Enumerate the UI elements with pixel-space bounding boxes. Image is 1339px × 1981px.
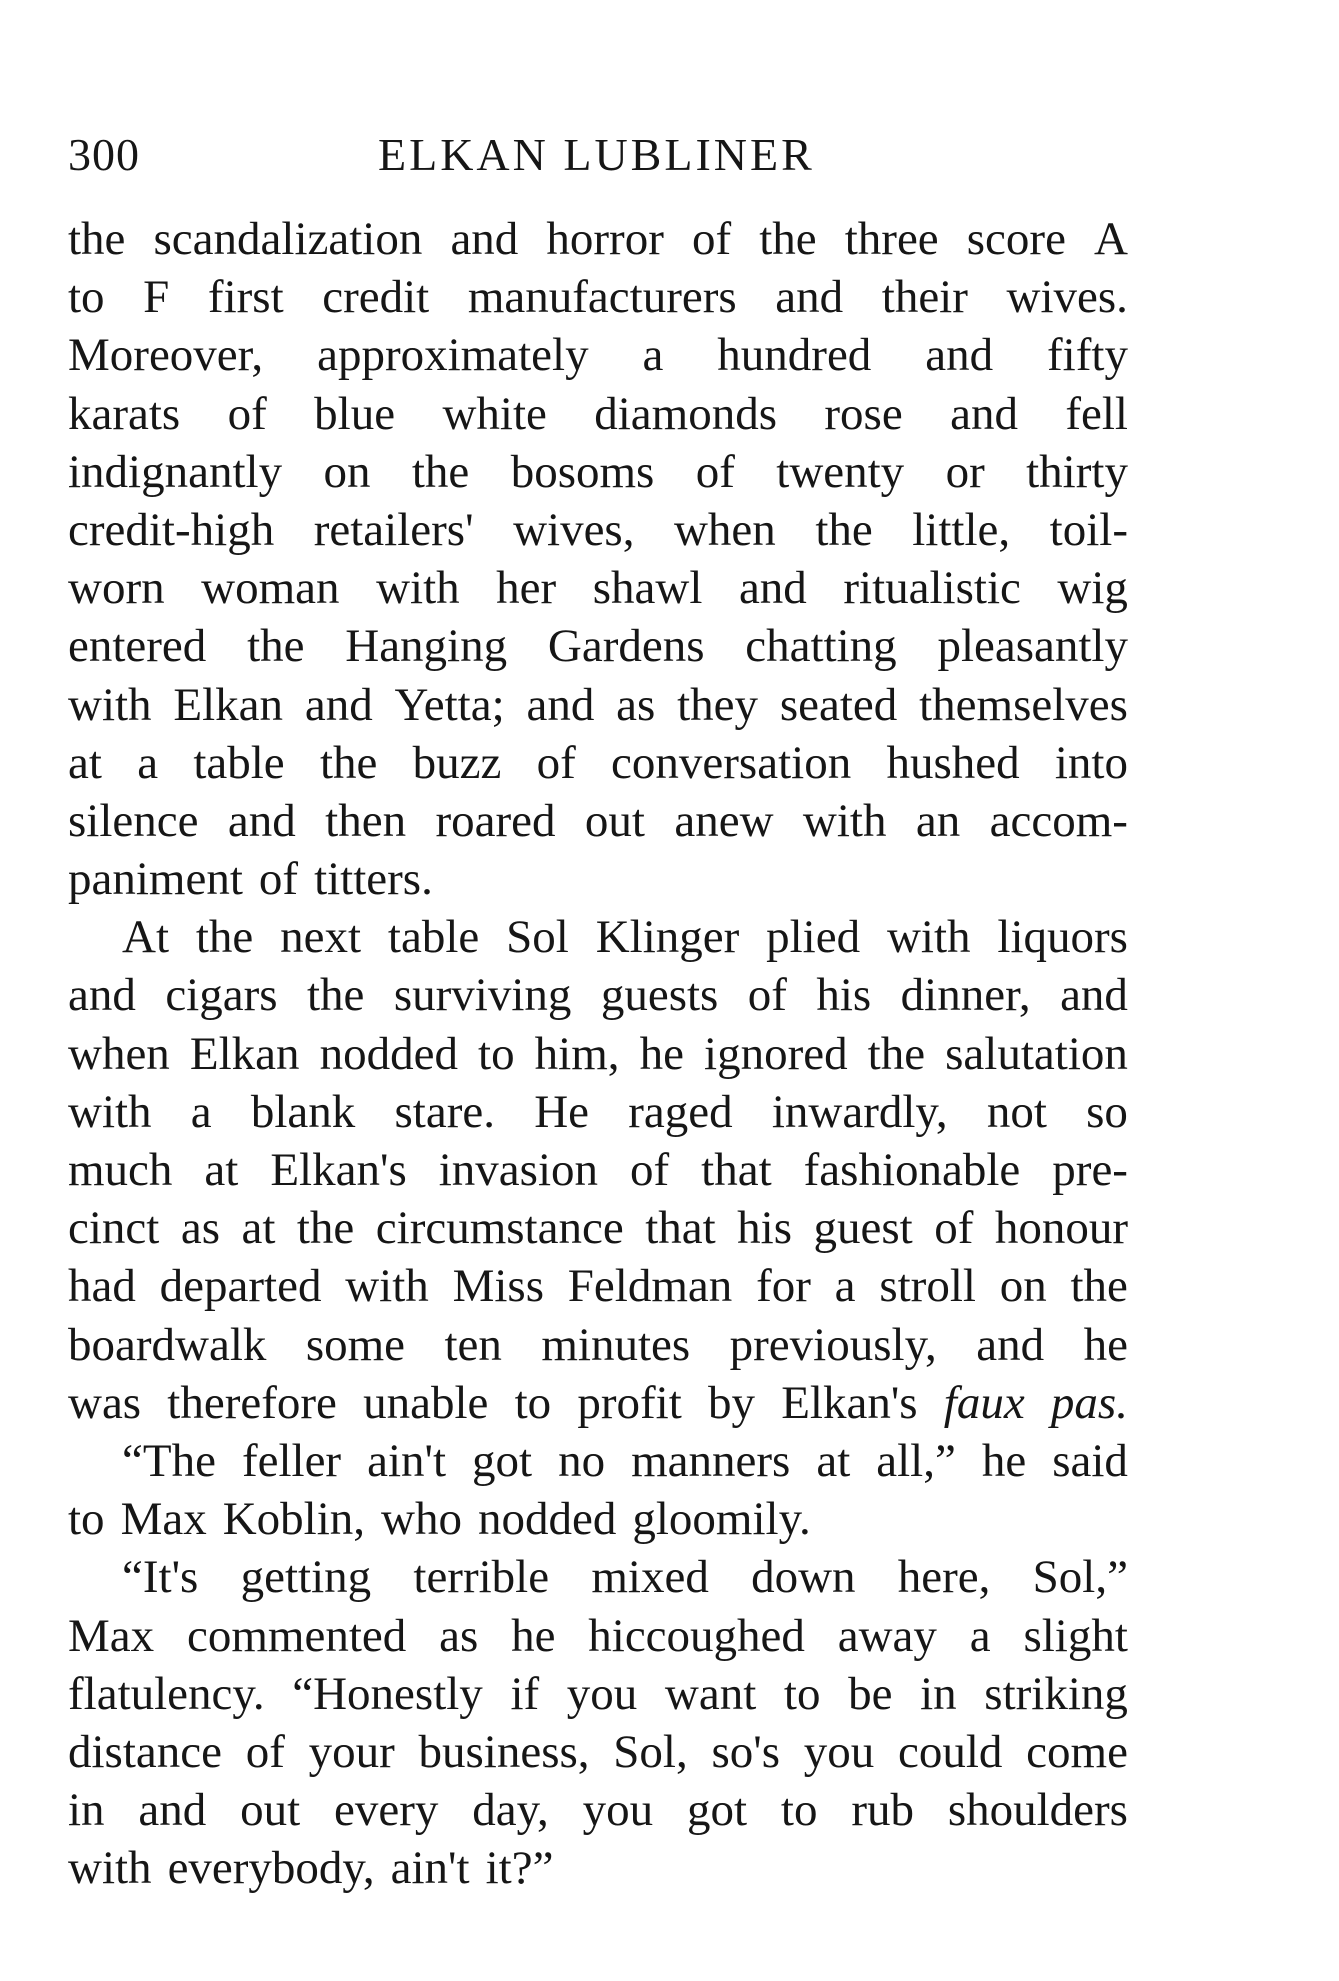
word: credit-high [68,503,275,556]
word: inwardly, [771,1085,948,1138]
word: down [751,1551,856,1604]
text-line [68,559,1128,617]
word: indignantly [68,445,283,498]
word: you [803,1725,875,1778]
word: stare. [394,1085,495,1138]
word: plied [766,911,861,964]
word: F [143,271,170,324]
text-line [68,1374,1128,1432]
word: nodded [477,1493,617,1546]
word: Elkan's [270,1144,407,1196]
word: with [68,1842,152,1895]
word: and [976,1318,1045,1371]
word: little, [912,503,1011,556]
word: Miss [452,1260,545,1313]
word: and [138,1784,207,1837]
text-line [68,617,1128,675]
word: gloomily. [632,1493,811,1546]
word: Koblin, [222,1493,366,1546]
word: at [204,1144,239,1196]
word: anew [674,794,774,847]
word: pleasantly [937,620,1128,673]
word: your [308,1725,395,1778]
text-line [68,1665,1128,1723]
word: the [247,620,305,673]
word: with [68,678,152,731]
word: the [1070,1260,1128,1313]
word: conversation [611,736,852,789]
word: woman [201,562,340,615]
word: his [737,1202,793,1255]
word: of [691,213,732,265]
word: At [122,911,169,964]
word: thirty [1026,445,1128,498]
word: and [925,329,994,382]
word: roared [435,794,556,847]
word: an [915,794,961,847]
word: Yetta; [394,678,505,731]
word: approximately [317,329,589,382]
word: bosoms [510,445,655,498]
text-line [68,385,1128,443]
text-line [68,1257,1128,1315]
word: be [848,1667,893,1720]
word: to [478,1027,515,1080]
word: by [707,1376,755,1429]
word: as [439,1609,479,1662]
word: of [747,969,787,1022]
word: silence [68,794,199,847]
word: twenty [776,445,905,498]
word: of [245,1725,285,1778]
word: manners [631,1434,791,1487]
word: therefore [167,1376,337,1429]
word: hushed [886,736,1020,789]
word: of [934,1202,974,1255]
word: Sol,” [1032,1551,1128,1604]
word: cinct [68,1202,160,1255]
word: dinner, [900,969,1031,1022]
word: ritualistic [843,562,1021,615]
word: so [1086,1085,1128,1138]
text-line [68,676,1128,734]
word: Elkan's [781,1376,918,1429]
word: and [738,562,807,615]
text-line [68,1781,1128,1839]
word: nodded [319,1027,458,1080]
word: scandalization [153,213,423,265]
word: here, [897,1551,991,1604]
word: pas. [1050,1376,1128,1429]
word: titters. [314,853,433,906]
word: ignored [704,1027,848,1080]
word: with [376,562,460,615]
word: the [319,736,378,789]
word: Gardens [547,620,705,673]
word: minutes [541,1318,691,1371]
word: the [867,1027,926,1080]
word: or [945,445,985,498]
word: not [986,1085,1047,1138]
word: cigars [165,969,278,1022]
word: with [68,1085,152,1138]
word: guest [813,1202,913,1255]
word: toil- [1049,503,1128,556]
text-line [68,1839,1128,1897]
word: could [898,1725,1003,1778]
word: paniment [68,853,243,906]
word: to [68,271,105,324]
text-line [68,1548,1128,1606]
word: to [514,1376,552,1429]
word: Feldman [567,1260,733,1313]
word: feller [241,1434,342,1487]
text-line [68,210,1128,268]
word: and [1060,969,1128,1022]
word: commented [186,1609,407,1662]
word: wives. [1006,271,1128,324]
word: buzz [412,736,502,789]
word: getting [240,1551,372,1604]
text-line [68,1607,1128,1665]
text-line [68,268,1128,326]
word: horror [546,213,664,265]
word: shawl [592,562,703,615]
text-line [68,850,1128,908]
word: business, [418,1725,590,1778]
text-line [68,908,1128,966]
word: in [68,1784,105,1837]
word: that [701,1144,772,1196]
word: three [844,213,939,265]
word: surviving [393,969,572,1022]
text-line [68,501,1128,559]
word: and [450,213,519,265]
word: terrible [413,1551,550,1604]
text-line [68,966,1128,1024]
word: entered [68,620,207,673]
word: out [240,1784,301,1837]
word: to [780,1784,818,1837]
word: and [950,387,1018,440]
word: hundred [717,329,872,382]
word: raged [628,1085,733,1138]
word: away [837,1609,937,1662]
word: Sol, [613,1725,688,1778]
word: at [816,1434,851,1487]
word: then [325,794,407,847]
word: wives, [513,503,635,556]
text-line [68,443,1128,501]
word: he [1083,1318,1128,1371]
word: the [759,213,817,265]
word: he [639,1027,684,1080]
word: credit [322,271,430,324]
word: shoulders [947,1784,1128,1837]
word: flatulency. [68,1667,265,1720]
word: of [536,736,576,789]
word: the [815,503,873,556]
word: at [241,1202,276,1255]
word: striking [984,1667,1128,1720]
word: no [558,1434,606,1487]
word: if [510,1667,540,1720]
word: a [642,329,664,382]
word: departed [159,1260,322,1313]
word: “Honestly [292,1667,483,1720]
word: faux [943,1376,1025,1429]
word: him, [534,1027,620,1080]
word: Elkan [173,678,284,731]
word: fashionable [803,1144,1021,1196]
word: worn [68,562,165,615]
word: he [981,1434,1027,1487]
word: Max [68,1609,155,1662]
word: that [645,1202,716,1255]
word: on [323,445,371,498]
word: as [180,1202,220,1255]
word: day, [472,1784,549,1837]
word: table [387,911,480,964]
word: slight [1023,1609,1128,1662]
word: Klinger [595,911,740,964]
word: said [1052,1434,1128,1487]
text-line [68,1432,1128,1490]
word: rose [824,387,903,440]
word: a [190,1085,212,1138]
running-head [68,128,1128,188]
word: a [834,1260,856,1313]
word: the [411,445,470,498]
word: their [881,271,968,324]
word: wig [1057,562,1128,615]
word: blue [314,387,396,440]
word: come [1026,1725,1128,1778]
word: ain't [367,1434,447,1487]
word: the [195,911,254,964]
word: when [673,503,776,556]
word: “The [122,1434,216,1487]
word: he [511,1609,556,1662]
word: and [68,969,136,1022]
word: got [687,1784,748,1837]
word: invasion [438,1144,599,1196]
word: ain't [390,1842,470,1895]
word: some [305,1318,406,1371]
word: to [783,1667,821,1720]
text-line [68,1490,1128,1548]
page-number: 300 [68,129,140,180]
word: of [695,445,735,498]
word: you [582,1784,654,1837]
word: next [280,911,362,964]
word: He [534,1085,590,1138]
word: it?” [485,1842,554,1895]
text-line [68,1141,1128,1199]
word: seated [779,678,898,731]
word: as [616,678,656,731]
word: who [381,1493,462,1546]
word: the [68,213,126,265]
word: karats [68,387,181,440]
word: was [68,1376,142,1429]
text-line [68,1723,1128,1781]
word: a [969,1609,991,1662]
word: mixed [591,1551,709,1604]
word: out [584,794,645,847]
text-line [68,792,1128,850]
word: table [193,736,285,789]
word: with [345,1260,429,1313]
text-line [68,1025,1128,1083]
text-line [68,1199,1128,1257]
text-line [68,1083,1128,1141]
word: had [68,1260,136,1313]
word: a [137,736,159,789]
word: themselves [919,678,1128,731]
word: when [68,1027,170,1080]
word: the [296,1202,355,1255]
word: Elkan [189,1027,300,1080]
word: salutation [945,1027,1128,1080]
word: score [966,213,1066,265]
word: and [304,678,373,731]
running-title: ELKAN LUBLINER [378,129,815,180]
word: stroll [879,1260,976,1313]
word: so's [711,1725,781,1778]
text-line [68,734,1128,792]
word: pre- [1052,1144,1128,1196]
word: they [677,678,759,731]
word: on [999,1260,1047,1313]
word: diamonds [594,387,778,440]
word: fifty [1047,329,1128,382]
word: previously, [729,1318,937,1371]
word: unable [363,1376,489,1429]
word: white [442,387,547,440]
word: the [306,969,365,1022]
word: profit [577,1376,682,1429]
word: of [258,853,299,906]
word: boardwalk [68,1318,267,1371]
word: rub [851,1784,914,1837]
word: distance [68,1725,222,1778]
word: hiccoughed [588,1609,805,1662]
word: ten [444,1318,502,1371]
word: her [496,562,557,615]
word: in [920,1667,957,1720]
word: and [227,794,296,847]
word: first [207,271,284,324]
word: circumstance [375,1202,624,1255]
word: every [334,1784,439,1837]
word: A [1094,213,1128,265]
word: Sol [506,911,569,964]
word: you [566,1667,638,1720]
word: with [802,794,887,847]
word: at [68,736,102,789]
word: “It's [122,1551,199,1604]
word: Max [120,1493,207,1546]
word: got [472,1434,533,1487]
word: everybody, [167,1842,375,1895]
word: to [68,1493,105,1546]
word: liquors [997,911,1128,964]
body-text [68,210,1128,1897]
word: honour [994,1202,1128,1255]
word: chatting [745,620,897,673]
word: accom- [989,794,1128,847]
word: fell [1065,387,1128,440]
text-line [68,326,1128,384]
word: into [1054,736,1128,789]
word: and [775,271,844,324]
word: blank [250,1085,356,1138]
word: Moreover, [68,329,264,382]
word: much [68,1144,173,1196]
word: and [526,678,595,731]
word: with [886,911,971,964]
word: want [664,1667,757,1720]
word: of [630,1144,670,1196]
word: Hanging [345,620,508,673]
word: for [756,1260,811,1313]
word: retailers' [313,503,474,556]
text-line [68,1316,1128,1374]
word: guests [600,969,719,1022]
word: manufacturers [467,271,737,324]
word: of [227,387,267,440]
word: all,” [876,1434,956,1487]
word: his [816,969,872,1022]
